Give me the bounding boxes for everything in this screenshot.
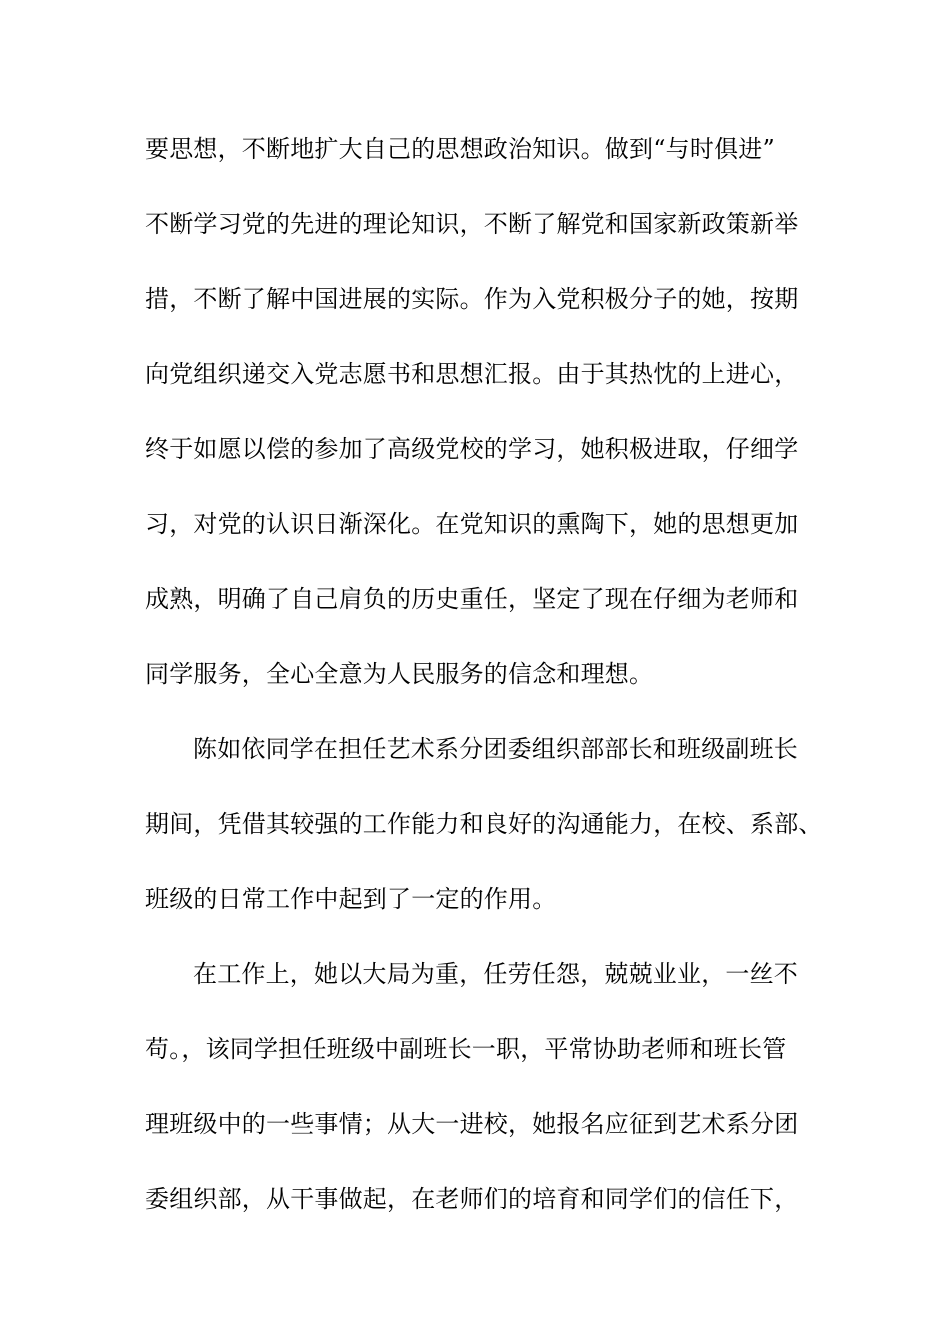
paragraph-first-line: 在工作上，她以大局为重，任劳任怨，兢兢业业，一丝不 bbox=[193, 960, 798, 988]
text-line: 委组织部，从干事做起，在老师们的培育和同学们的信任下， bbox=[145, 1185, 799, 1213]
paragraph-first-line: 陈如依同学在担任艺术系分团委组织部部长和班级副班长 bbox=[193, 735, 798, 763]
text-line: 期间，凭借其较强的工作能力和良好的沟通能力，在校、系部、 bbox=[145, 810, 823, 838]
text-line: 终于如愿以偿的参加了高级党校的学习，她积极进取，仔细学 bbox=[145, 435, 799, 463]
text-line: 班级的日常工作中起到了一定的作用。 bbox=[145, 885, 557, 913]
text-line: 不断学习党的先进的理论知识，不断了解党和国家新政策新举 bbox=[145, 210, 799, 238]
text-line: 同学服务，全心全意为人民服务的信念和理想。 bbox=[145, 660, 654, 688]
text-line: 习，对党的认识日渐深化。在党知识的熏陶下，她的思想更加 bbox=[145, 510, 799, 538]
text-line: 措，不断了解中国进展的实际。作为入党积极分子的她，按期 bbox=[145, 285, 799, 313]
text-line: 向党组织递交入党志愿书和思想汇报。由于其热忱的上进心， bbox=[145, 360, 799, 388]
text-line: 成熟，明确了自己肩负的历史重任，坚定了现在仔细为老师和 bbox=[145, 585, 799, 613]
text-line: 苟。，该同学担任班级中副班长一职，平常协助老师和班长管 bbox=[145, 1035, 787, 1063]
text-line: 要思想，不断地扩大自己的思想政治知识。做到“与时俱进” bbox=[145, 135, 775, 163]
text-line: 理班级中的一些事情；从大一进校，她报名应征到艺术系分团 bbox=[145, 1110, 799, 1138]
